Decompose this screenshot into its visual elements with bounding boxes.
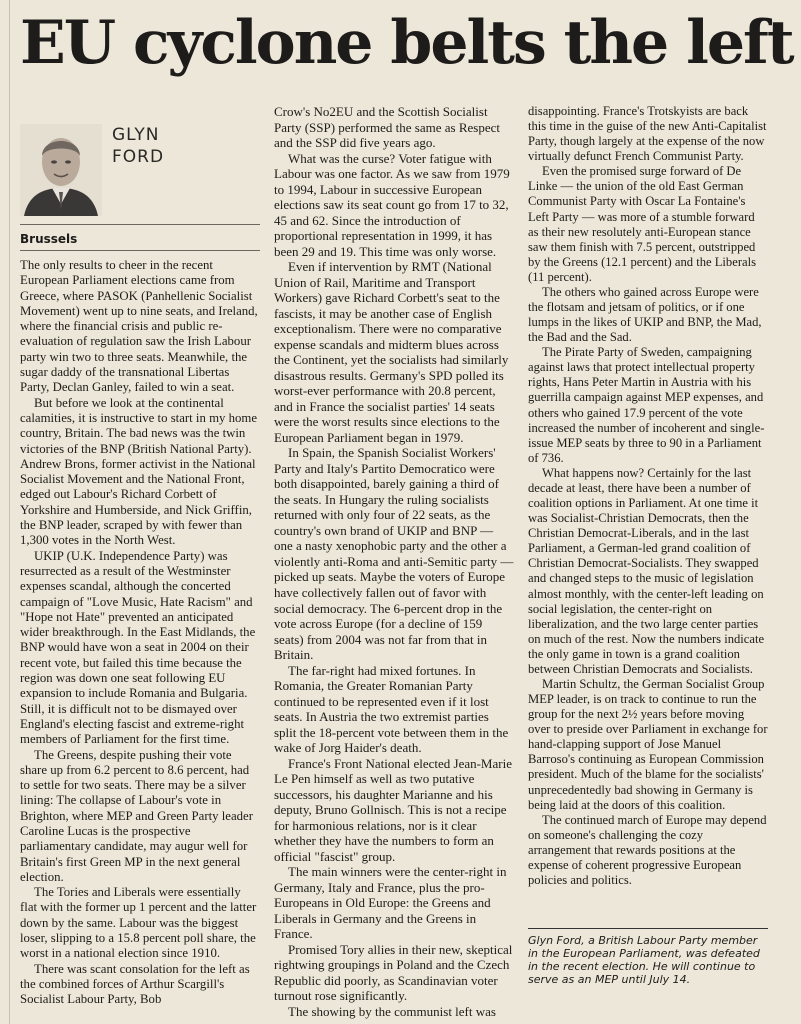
author-portrait-image xyxy=(20,124,102,216)
paragraph: Promised Tory allies in their new, skeptical rightwing groupings in Poland and the Czech Republic did poorly, as Scandinavian voter turnout rose significantly. xyxy=(274,941,513,1004)
article-column-2 xyxy=(274,104,514,1019)
author-first-name: GLYN xyxy=(112,125,160,145)
paragraph: UKIP (U.K. Independence Party) was resurrected as a result of the Westminster expenses scandal, although the concerted campaign of "Love Music, Hate Racism" and "Hope not Hate" prevented an anticipated wider breakthrough. In the East Midlands, the BNP would have won a seat in 2004 on their recent vote, but failed this time because the region was down one seat following EU expansion to include Romania and Bulgaria. Still, it is difficult not to be dismayed over England's electing fascist and extreme-right members of Parliament for the first time. xyxy=(20,548,256,747)
article-column-3 xyxy=(528,104,768,888)
paragraph: The Pirate Party of Sweden, campaigning against laws that protect intellectual property rights, Hans Peter Martin in Austria with his guerrilla campaign against MEP expenses, and others who gained 17.9 percent of the vote increased the number of incoherent and single-issue MEP seats by three to 90 in a Parliament of 736. xyxy=(528,345,765,465)
paragraph: France's Front National elected Jean-Marie Le Pen himself as well as two putative successors, his daughter Marianne and his deputy, Bruno Gollnisch. This is not a recipe for harmonious relations, nor is it clear whether they have the numbers to form an official "fascist" group. xyxy=(274,755,512,864)
paragraph: Even if intervention by RMT (National Union of Rail, Maritime and Transport Workers) gave Richard Corbett's seat to the fascists, it may be another case of English exceptionalism. There were no comparative expense scandals and midterm blues across the Continent, yet the socialists had similarly disastrous results. Germany's SPD polled its worst-ever performance with 20.8 percent, and in France the socialist parties' 14 seats were the worst results since elections to the European Parliament began in 1979. xyxy=(274,259,509,445)
byline-rule xyxy=(20,224,260,225)
author-name xyxy=(112,124,164,168)
headline: EU cyclone belts the left xyxy=(20,8,793,78)
paragraph: The only results to cheer in the recent European Parliament elections came from Greece, where PASOK (Panhellenic Socialist Movement) went up to nine seats, and Ireland, where the financial crisis and public re-evaluation of regulation saw the Irish Labour party win two to three seats. Meanwhile, the sugar daddy of the transnational Libertas Party, Declan Ganley, failed to win a seat. xyxy=(20,258,258,395)
paragraph: The others who gained across Europe were the flotsam and jetsam of politics, or if one lumps in the likes of UKIP and BNP, the Mad, the Bad and the Sad. xyxy=(528,284,762,345)
paragraph: The main winners were the center-right in Germany, Italy and France, plus the pro-Europeans in Old Europe: the Greens and Liberals in Germany and the Greens in France. xyxy=(274,864,507,942)
article-column-1 xyxy=(20,258,260,1008)
paragraph: The far-right had mixed fortunes. In Romania, the Greater Romanian Party continued to be represented even if it lost seats. In Austria the two extremist parties split the 18-percent vote between them in the wake of Jorg Haider's death. xyxy=(274,662,509,756)
paragraph: Even the promised surge forward of De Linke — the union of the old East German Communist Party with Oscar La Fontaine's Left Party — was more of a stumble forward as their new resolutely anti-European stance saw them finish with 7.5 percent, outstripped by the Greens (12.1 percent) and the Liberals (11 percent). xyxy=(528,164,756,284)
paragraph: The showing by the communist left was xyxy=(288,1003,496,1019)
paragraph: Crow's No2EU and the Scottish Socialist Party (SSP) performed the same as Respect and the SSP did five years ago. xyxy=(274,104,501,151)
paragraph: The Greens, despite pushing their vote share up from 6.2 percent to 8.6 percent, had to settle for two seats. There may be a silver lining: The collapse of Labour's vote in Brighton, where MEP and Green Party leader Caroline Lucas is the prospective parliamentary candidate, may augur well for Britain's first Green MP in the next general election. xyxy=(20,747,253,884)
paragraph: There was scant consolation for the left as the combined forces of Arthur Scargill's Socialist Labour Party, Bob xyxy=(20,961,250,1007)
paragraph: The Tories and Liberals were essentially flat with the former up 1 percent and the latter down by the same. Labour was the biggest loser, slipping to a 15.8 percent poll share, the worst in a national election since 1910. xyxy=(20,885,257,961)
footnote-rule xyxy=(528,928,768,929)
author-photo xyxy=(20,124,102,216)
paragraph: disappointing. France's Trotskyists are back this time in the guise of the new Anti-Capitalist Party, though largely at the expense of the now virtually defunct French Communist Party. xyxy=(528,104,767,164)
author-footnote: Glyn Ford, a British Labour Party member in the European Parliament, was defeated in the recent election. He will continue to serve as an MEP until July 14. xyxy=(528,934,760,986)
paragraph: What was the curse? Voter fatigue with Labour was one factor. As we saw from 1979 to 1994, Labour in successive European elections saw its seat count go from 17 to 32, 45 and 62. Since the introduction of proportional representation in 1999, it has been 29 and 19. This time was only worse. xyxy=(274,150,510,259)
dateline-rule xyxy=(20,250,260,251)
paragraph: But before we look at the continental calamities, it is instructive to start in my home country, Britain. The bad news was the twin victories of the BNP (British National Party). Andrew Brons, former activist in the National Socialist Movement and the National Front, edged out Labour's Richard Corbett of Yorkshire and Humberside, and Nick Griffin, the BNP leader, scraped by with fewer than 1,300 votes in the North West. xyxy=(20,395,258,548)
paragraph: What happens now? Certainly for the last decade at least, there have been a number of coalition options in Parliament. At one time it was Socialist-Christian Democrats, then the Christian Democrat-Liberals, and in the last Parliament, a German-led grand coalition of Christian Democrat-Socialists. They swapped and changed steps to the music of legislation almost monthly, with the center-left leading on social legislation, the center-right on liberalization, and the two large center parties on much of the rest. Now the numbers indicate the only game in town is a grand coalition between Christian Democrats and Socialists. xyxy=(528,465,765,676)
paragraph: Martin Schultz, the German Socialist Group MEP leader, is on track to continue to run the group for the next 2½ years before moving over to preside over Parliament in exchange for hand-clapping support of Jose Manuel Barroso's continuing as European Commission president. Much of the blame for the socialists' unprecedentedly bad showing in Germany is being laid at the doors of this coalition. xyxy=(528,676,768,812)
author-last-name: FORD xyxy=(112,147,165,167)
paragraph: The continued march of Europe may depend on someone's challenging the cozy arrangement that rewards positions at the expense of coherent progressive European policies and politics. xyxy=(528,812,767,887)
paragraph: In Spain, the Spanish Socialist Workers' Party and Italy's Partito Democratico were both disappointed, barely gaining a third of the seats. In Hungary the ruling socialists returned with only four of 22 seats, as the country's own brand of UKIP and BNP — one a nasty xenophobic party and the other a violently anti-Roma and anti-Semitic party — picked up seats. Maybe the voters of Europe have collectively fallen out of favor with social democracy. The 6-percent drop in the vote across Europe (for a decline of 159 seats) from 2004 was not far from that in Britain. xyxy=(274,445,514,663)
dateline: Brussels xyxy=(20,232,78,246)
page-edge-rule xyxy=(9,0,10,1024)
byline xyxy=(20,116,260,216)
